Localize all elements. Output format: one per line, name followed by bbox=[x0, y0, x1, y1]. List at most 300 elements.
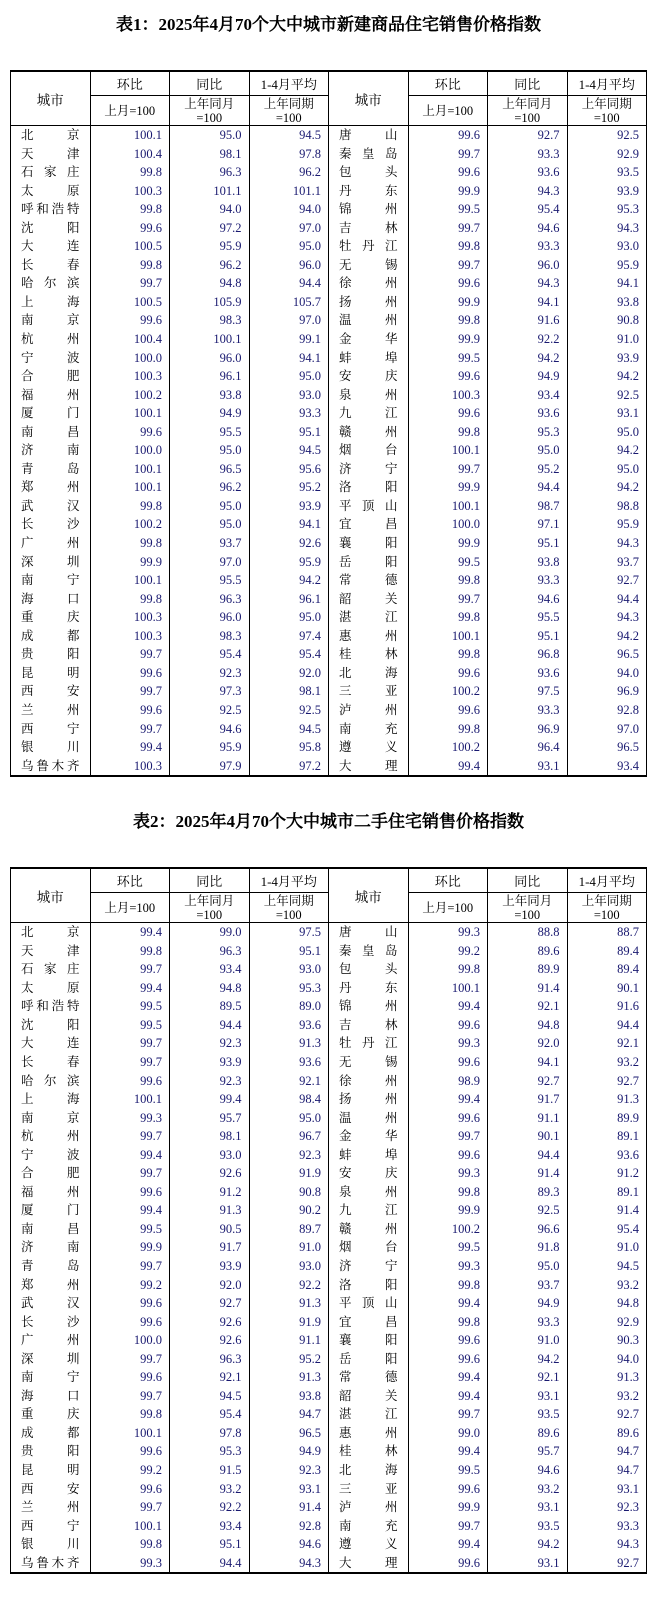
table-row bbox=[11, 1294, 647, 1313]
index-value: 100.3 bbox=[408, 386, 488, 405]
table2-section bbox=[0, 811, 657, 1574]
index-value: 95.0 bbox=[249, 367, 329, 386]
city-name: 温州 bbox=[329, 311, 409, 330]
table-row bbox=[11, 145, 647, 164]
table-row bbox=[11, 1331, 647, 1350]
index-value: 91.3 bbox=[567, 1368, 647, 1387]
table1-title: 表1：2025年4月70个大中城市新建商品住宅销售价格指数 bbox=[116, 15, 541, 34]
index-value: 96.5 bbox=[567, 738, 647, 757]
index-value: 96.0 bbox=[249, 256, 329, 275]
index-value: 99.8 bbox=[408, 1276, 488, 1295]
avg-base-line1: 上年同期 bbox=[263, 96, 314, 111]
index-value: 92.2 bbox=[170, 1498, 250, 1517]
table-row bbox=[11, 608, 647, 627]
table2-secondhand-home-price-index bbox=[10, 867, 647, 1574]
index-value: 89.3 bbox=[488, 1183, 568, 1202]
index-value: 99.4 bbox=[90, 923, 170, 942]
index-value: 97.5 bbox=[249, 923, 329, 942]
table-row bbox=[11, 1461, 647, 1480]
city-name: 岳阳 bbox=[329, 553, 409, 572]
index-value: 96.0 bbox=[170, 608, 250, 627]
table-row bbox=[11, 460, 647, 479]
index-value: 90.2 bbox=[249, 1201, 329, 1220]
col-header-yoy: 同比 bbox=[170, 71, 250, 96]
index-value: 94.4 bbox=[488, 1146, 568, 1165]
index-value: 94.0 bbox=[567, 1350, 647, 1369]
avg-base-line1: 上年同期 bbox=[263, 893, 314, 908]
city-name: 沈阳 bbox=[11, 219, 91, 238]
city-name: 吉林 bbox=[329, 219, 409, 238]
index-value: 95.0 bbox=[170, 126, 250, 145]
index-value: 91.4 bbox=[567, 1201, 647, 1220]
table-row bbox=[11, 293, 647, 312]
index-value: 100.1 bbox=[408, 627, 488, 646]
index-value: 89.1 bbox=[567, 1127, 647, 1146]
table1-new-home-price-index bbox=[10, 70, 647, 777]
table-row bbox=[11, 682, 647, 701]
col-subheader-yoy-base bbox=[488, 893, 568, 923]
table-row bbox=[11, 923, 647, 942]
city-name: 广州 bbox=[11, 1331, 91, 1350]
index-value: 100.1 bbox=[408, 441, 488, 460]
yoy-base-line1: 上年同月 bbox=[184, 96, 235, 111]
index-value: 94.7 bbox=[567, 1442, 647, 1461]
index-value: 95.7 bbox=[488, 1442, 568, 1461]
index-value: 99.3 bbox=[408, 1034, 488, 1053]
index-value: 92.2 bbox=[249, 1276, 329, 1295]
index-value: 91.3 bbox=[170, 1201, 250, 1220]
index-value: 91.4 bbox=[488, 979, 568, 998]
index-value: 93.1 bbox=[488, 1387, 568, 1406]
index-value: 96.1 bbox=[170, 367, 250, 386]
index-value: 99.6 bbox=[90, 1313, 170, 1332]
index-value: 91.0 bbox=[249, 1238, 329, 1257]
index-value: 99.2 bbox=[90, 1276, 170, 1295]
index-value: 92.8 bbox=[567, 701, 647, 720]
table-row bbox=[11, 1480, 647, 1499]
index-value: 94.3 bbox=[567, 534, 647, 553]
index-value: 99.8 bbox=[408, 311, 488, 330]
index-value: 90.1 bbox=[567, 979, 647, 998]
table-row bbox=[11, 1201, 647, 1220]
index-value: 98.9 bbox=[408, 1072, 488, 1091]
index-value: 92.8 bbox=[249, 1517, 329, 1536]
index-value: 99.4 bbox=[90, 1146, 170, 1165]
index-value: 100.1 bbox=[408, 497, 488, 516]
city-name: 秦皇岛 bbox=[329, 145, 409, 164]
index-value: 89.6 bbox=[488, 942, 568, 961]
index-value: 89.6 bbox=[567, 1424, 647, 1443]
table-row bbox=[11, 720, 647, 739]
index-value: 94.2 bbox=[249, 571, 329, 590]
table2-title: 表2：2025年4月70个大中城市二手住宅销售价格指数 bbox=[133, 812, 524, 832]
index-value: 95.1 bbox=[488, 627, 568, 646]
index-value: 93.1 bbox=[567, 1480, 647, 1499]
index-value: 97.0 bbox=[567, 720, 647, 739]
city-name: 桂林 bbox=[329, 1442, 409, 1461]
index-value: 93.0 bbox=[567, 237, 647, 256]
index-value: 99.8 bbox=[408, 1183, 488, 1202]
index-value: 100.2 bbox=[408, 1220, 488, 1239]
table-row bbox=[11, 367, 647, 386]
index-value: 97.0 bbox=[170, 553, 250, 572]
index-value: 92.3 bbox=[170, 1072, 250, 1091]
index-value: 97.3 bbox=[170, 682, 250, 701]
city-name: 遵义 bbox=[329, 1535, 409, 1554]
city-name: 蚌埠 bbox=[329, 349, 409, 368]
index-value: 97.0 bbox=[249, 311, 329, 330]
city-name: 湛江 bbox=[329, 1405, 409, 1424]
index-value: 95.0 bbox=[170, 515, 250, 534]
table-row bbox=[11, 997, 647, 1016]
index-value: 91.9 bbox=[249, 1313, 329, 1332]
index-value: 94.4 bbox=[170, 1016, 250, 1035]
index-value: 94.3 bbox=[488, 182, 568, 201]
index-value: 92.1 bbox=[567, 1034, 647, 1053]
index-value: 96.9 bbox=[567, 682, 647, 701]
index-value: 100.2 bbox=[90, 386, 170, 405]
index-value: 95.4 bbox=[249, 645, 329, 664]
index-value: 94.6 bbox=[488, 590, 568, 609]
col-subheader-avg-base bbox=[249, 96, 329, 126]
table-row bbox=[11, 757, 647, 777]
index-value: 99.7 bbox=[90, 720, 170, 739]
col-header-avg: 1-4月平均 bbox=[567, 71, 647, 96]
table-row bbox=[11, 1109, 647, 1128]
yoy-base-line2: =100 bbox=[514, 110, 541, 125]
index-value: 96.3 bbox=[170, 590, 250, 609]
city-name: 宁波 bbox=[11, 1146, 91, 1165]
city-name: 上海 bbox=[11, 293, 91, 312]
yoy-base-line1: 上年同月 bbox=[184, 893, 235, 908]
index-value: 91.2 bbox=[567, 1164, 647, 1183]
index-value: 95.1 bbox=[488, 534, 568, 553]
index-value: 89.4 bbox=[567, 960, 647, 979]
table-row bbox=[11, 237, 647, 256]
index-value: 94.8 bbox=[567, 1294, 647, 1313]
city-name: 昆明 bbox=[11, 1461, 91, 1480]
index-value: 99.7 bbox=[408, 256, 488, 275]
index-value: 99.8 bbox=[408, 645, 488, 664]
index-value: 89.1 bbox=[567, 1183, 647, 1202]
city-name: 岳阳 bbox=[329, 1350, 409, 1369]
city-name: 杭州 bbox=[11, 330, 91, 349]
city-name: 重庆 bbox=[11, 1405, 91, 1424]
index-value: 99.8 bbox=[90, 163, 170, 182]
index-value: 98.3 bbox=[170, 627, 250, 646]
index-value: 97.9 bbox=[170, 757, 250, 777]
index-value: 95.0 bbox=[249, 237, 329, 256]
city-name: 青岛 bbox=[11, 460, 91, 479]
col-header-mom: 环比 bbox=[408, 868, 488, 893]
index-value: 96.8 bbox=[488, 645, 568, 664]
index-value: 92.6 bbox=[249, 534, 329, 553]
index-value: 94.9 bbox=[170, 404, 250, 423]
table-row bbox=[11, 126, 647, 145]
city-name: 襄阳 bbox=[329, 1331, 409, 1350]
index-value: 98.3 bbox=[170, 311, 250, 330]
city-name: 温州 bbox=[329, 1109, 409, 1128]
col-header-yoy: 同比 bbox=[170, 868, 250, 893]
index-value: 99.7 bbox=[408, 1405, 488, 1424]
index-value: 94.8 bbox=[170, 979, 250, 998]
index-value: 93.6 bbox=[488, 664, 568, 683]
index-value: 95.9 bbox=[170, 738, 250, 757]
table-row bbox=[11, 182, 647, 201]
table-row bbox=[11, 311, 647, 330]
index-value: 92.6 bbox=[170, 1164, 250, 1183]
index-value: 100.3 bbox=[90, 757, 170, 777]
index-value: 99.8 bbox=[408, 423, 488, 442]
index-value: 100.1 bbox=[90, 126, 170, 145]
index-value: 91.3 bbox=[249, 1034, 329, 1053]
city-name: 牡丹江 bbox=[329, 237, 409, 256]
index-value: 99.8 bbox=[90, 497, 170, 516]
table-row bbox=[11, 219, 647, 238]
index-value: 95.1 bbox=[249, 942, 329, 961]
index-value: 91.4 bbox=[249, 1498, 329, 1517]
city-name: 哈尔滨 bbox=[11, 274, 91, 293]
index-value: 93.0 bbox=[249, 386, 329, 405]
index-value: 99.6 bbox=[90, 1072, 170, 1091]
city-name: 上海 bbox=[11, 1090, 91, 1109]
city-name: 西安 bbox=[11, 682, 91, 701]
index-value: 100.1 bbox=[90, 571, 170, 590]
index-value: 99.7 bbox=[90, 1498, 170, 1517]
index-value: 99.8 bbox=[90, 534, 170, 553]
index-value: 94.9 bbox=[488, 367, 568, 386]
city-name: 宜昌 bbox=[329, 515, 409, 534]
index-value: 99.6 bbox=[408, 1331, 488, 1350]
city-name: 吉林 bbox=[329, 1016, 409, 1035]
index-value: 99.4 bbox=[90, 979, 170, 998]
index-value: 99.7 bbox=[90, 645, 170, 664]
city-name: 金华 bbox=[329, 1127, 409, 1146]
city-name: 韶关 bbox=[329, 1387, 409, 1406]
city-name: 北京 bbox=[11, 126, 91, 145]
table-row bbox=[11, 553, 647, 572]
table2-body bbox=[11, 923, 647, 1574]
index-value: 92.7 bbox=[567, 1072, 647, 1091]
city-name: 乌鲁木齐 bbox=[11, 757, 91, 777]
index-value: 93.7 bbox=[488, 1276, 568, 1295]
index-value: 99.8 bbox=[90, 942, 170, 961]
avg-base-line2: =100 bbox=[593, 110, 620, 125]
city-name: 兰州 bbox=[11, 701, 91, 720]
index-value: 100.5 bbox=[90, 293, 170, 312]
table-row bbox=[11, 1220, 647, 1239]
index-value: 99.0 bbox=[170, 923, 250, 942]
city-name: 平顶山 bbox=[329, 497, 409, 516]
index-value: 95.0 bbox=[567, 460, 647, 479]
index-value: 99.6 bbox=[408, 1016, 488, 1035]
index-value: 99.7 bbox=[408, 1127, 488, 1146]
index-value: 99.6 bbox=[408, 163, 488, 182]
city-name: 三亚 bbox=[329, 1480, 409, 1499]
city-name: 宜昌 bbox=[329, 1313, 409, 1332]
index-value: 95.9 bbox=[170, 237, 250, 256]
index-value: 99.8 bbox=[90, 256, 170, 275]
index-value: 92.9 bbox=[567, 1313, 647, 1332]
city-name: 济宁 bbox=[329, 1257, 409, 1276]
index-value: 99.6 bbox=[408, 1350, 488, 1369]
index-value: 88.7 bbox=[567, 923, 647, 942]
index-value: 94.8 bbox=[170, 274, 250, 293]
index-value: 93.3 bbox=[488, 571, 568, 590]
table-row bbox=[11, 738, 647, 757]
table-row bbox=[11, 1313, 647, 1332]
index-value: 97.5 bbox=[488, 682, 568, 701]
city-name: 石家庄 bbox=[11, 163, 91, 182]
yoy-base-line1: 上年同月 bbox=[502, 96, 553, 111]
index-value: 99.5 bbox=[90, 1016, 170, 1035]
index-value: 94.2 bbox=[488, 349, 568, 368]
col-subheader-mom-base: 上月=100 bbox=[90, 96, 170, 126]
city-name: 海口 bbox=[11, 1387, 91, 1406]
index-value: 99.7 bbox=[90, 1053, 170, 1072]
index-value: 89.5 bbox=[170, 997, 250, 1016]
table-row bbox=[11, 571, 647, 590]
index-value: 99.7 bbox=[408, 1517, 488, 1536]
index-value: 95.8 bbox=[249, 738, 329, 757]
index-value: 91.9 bbox=[249, 1164, 329, 1183]
table-row bbox=[11, 590, 647, 609]
index-value: 99.8 bbox=[408, 720, 488, 739]
city-name: 赣州 bbox=[329, 423, 409, 442]
index-value: 99.7 bbox=[90, 1127, 170, 1146]
index-value: 92.6 bbox=[170, 1331, 250, 1350]
city-name: 青岛 bbox=[11, 1257, 91, 1276]
index-value: 95.0 bbox=[567, 423, 647, 442]
city-name: 福州 bbox=[11, 386, 91, 405]
col-subheader-mom-base: 上月=100 bbox=[90, 893, 170, 923]
index-value: 92.5 bbox=[249, 701, 329, 720]
index-value: 99.7 bbox=[90, 1387, 170, 1406]
index-value: 99.2 bbox=[408, 942, 488, 961]
table-row bbox=[11, 1405, 647, 1424]
index-value: 96.0 bbox=[170, 349, 250, 368]
index-value: 93.6 bbox=[488, 163, 568, 182]
index-value: 99.6 bbox=[90, 311, 170, 330]
index-value: 93.4 bbox=[170, 1517, 250, 1536]
index-value: 99.3 bbox=[408, 1257, 488, 1276]
index-value: 99.7 bbox=[90, 960, 170, 979]
city-name: 大连 bbox=[11, 237, 91, 256]
avg-base-line2: =100 bbox=[275, 110, 302, 125]
yoy-base-line1: 上年同月 bbox=[502, 893, 553, 908]
index-value: 94.5 bbox=[567, 1257, 647, 1276]
table-row bbox=[11, 1053, 647, 1072]
index-value: 96.3 bbox=[170, 1350, 250, 1369]
index-value: 92.5 bbox=[567, 386, 647, 405]
index-value: 99.6 bbox=[90, 1442, 170, 1461]
table-row bbox=[11, 960, 647, 979]
index-value: 99.4 bbox=[408, 1090, 488, 1109]
col-header-city: 城市 bbox=[11, 71, 91, 126]
index-value: 91.3 bbox=[567, 1090, 647, 1109]
table-row bbox=[11, 1554, 647, 1574]
index-value: 93.6 bbox=[567, 1146, 647, 1165]
city-name: 兰州 bbox=[11, 1498, 91, 1517]
table-row bbox=[11, 1090, 647, 1109]
city-name: 桂林 bbox=[329, 645, 409, 664]
city-name: 九江 bbox=[329, 1201, 409, 1220]
city-name: 三亚 bbox=[329, 682, 409, 701]
index-value: 93.9 bbox=[170, 1257, 250, 1276]
index-value: 93.8 bbox=[567, 293, 647, 312]
index-value: 99.4 bbox=[170, 1090, 250, 1109]
index-value: 99.9 bbox=[408, 534, 488, 553]
index-value: 89.9 bbox=[488, 960, 568, 979]
city-name: 北海 bbox=[329, 1461, 409, 1480]
index-value: 99.9 bbox=[408, 330, 488, 349]
index-value: 95.7 bbox=[170, 1109, 250, 1128]
index-value: 91.1 bbox=[249, 1331, 329, 1350]
table-row bbox=[11, 1183, 647, 1202]
city-name: 贵阳 bbox=[11, 1442, 91, 1461]
index-value: 89.9 bbox=[567, 1109, 647, 1128]
table-row bbox=[11, 478, 647, 497]
city-name: 石家庄 bbox=[11, 960, 91, 979]
index-value: 95.3 bbox=[170, 1442, 250, 1461]
index-value: 92.5 bbox=[567, 126, 647, 145]
city-name: 厦门 bbox=[11, 404, 91, 423]
table-row bbox=[11, 1498, 647, 1517]
index-value: 99.9 bbox=[408, 478, 488, 497]
index-value: 93.2 bbox=[170, 1480, 250, 1499]
index-value: 99.4 bbox=[408, 1368, 488, 1387]
table-row bbox=[11, 330, 647, 349]
city-name: 西宁 bbox=[11, 720, 91, 739]
table-row bbox=[11, 515, 647, 534]
index-value: 99.6 bbox=[90, 423, 170, 442]
index-value: 98.4 bbox=[249, 1090, 329, 1109]
city-name: 平顶山 bbox=[329, 1294, 409, 1313]
index-value: 94.5 bbox=[249, 441, 329, 460]
city-name: 惠州 bbox=[329, 627, 409, 646]
index-value: 94.4 bbox=[567, 1016, 647, 1035]
index-value: 91.8 bbox=[488, 1238, 568, 1257]
city-name: 锦州 bbox=[329, 200, 409, 219]
index-value: 92.7 bbox=[488, 1072, 568, 1091]
index-value: 92.7 bbox=[170, 1294, 250, 1313]
index-value: 94.9 bbox=[249, 1442, 329, 1461]
index-value: 100.3 bbox=[90, 367, 170, 386]
index-value: 93.8 bbox=[249, 1387, 329, 1406]
index-value: 99.3 bbox=[90, 1554, 170, 1574]
index-value: 96.5 bbox=[170, 460, 250, 479]
table-row bbox=[11, 701, 647, 720]
index-value: 99.7 bbox=[408, 219, 488, 238]
city-name: 唐山 bbox=[329, 126, 409, 145]
table-row bbox=[11, 627, 647, 646]
city-name: 北海 bbox=[329, 664, 409, 683]
index-value: 94.2 bbox=[567, 627, 647, 646]
index-value: 91.3 bbox=[249, 1294, 329, 1313]
index-value: 93.1 bbox=[488, 757, 568, 777]
index-value: 99.7 bbox=[90, 1350, 170, 1369]
index-value: 93.1 bbox=[249, 1480, 329, 1499]
index-value: 93.7 bbox=[170, 534, 250, 553]
index-value: 99.5 bbox=[408, 349, 488, 368]
index-value: 93.5 bbox=[488, 1517, 568, 1536]
index-value: 95.4 bbox=[170, 1405, 250, 1424]
index-value: 94.1 bbox=[488, 1053, 568, 1072]
index-value: 99.2 bbox=[90, 1461, 170, 1480]
index-value: 88.8 bbox=[488, 923, 568, 942]
index-value: 95.0 bbox=[249, 1109, 329, 1128]
index-value: 98.8 bbox=[567, 497, 647, 516]
